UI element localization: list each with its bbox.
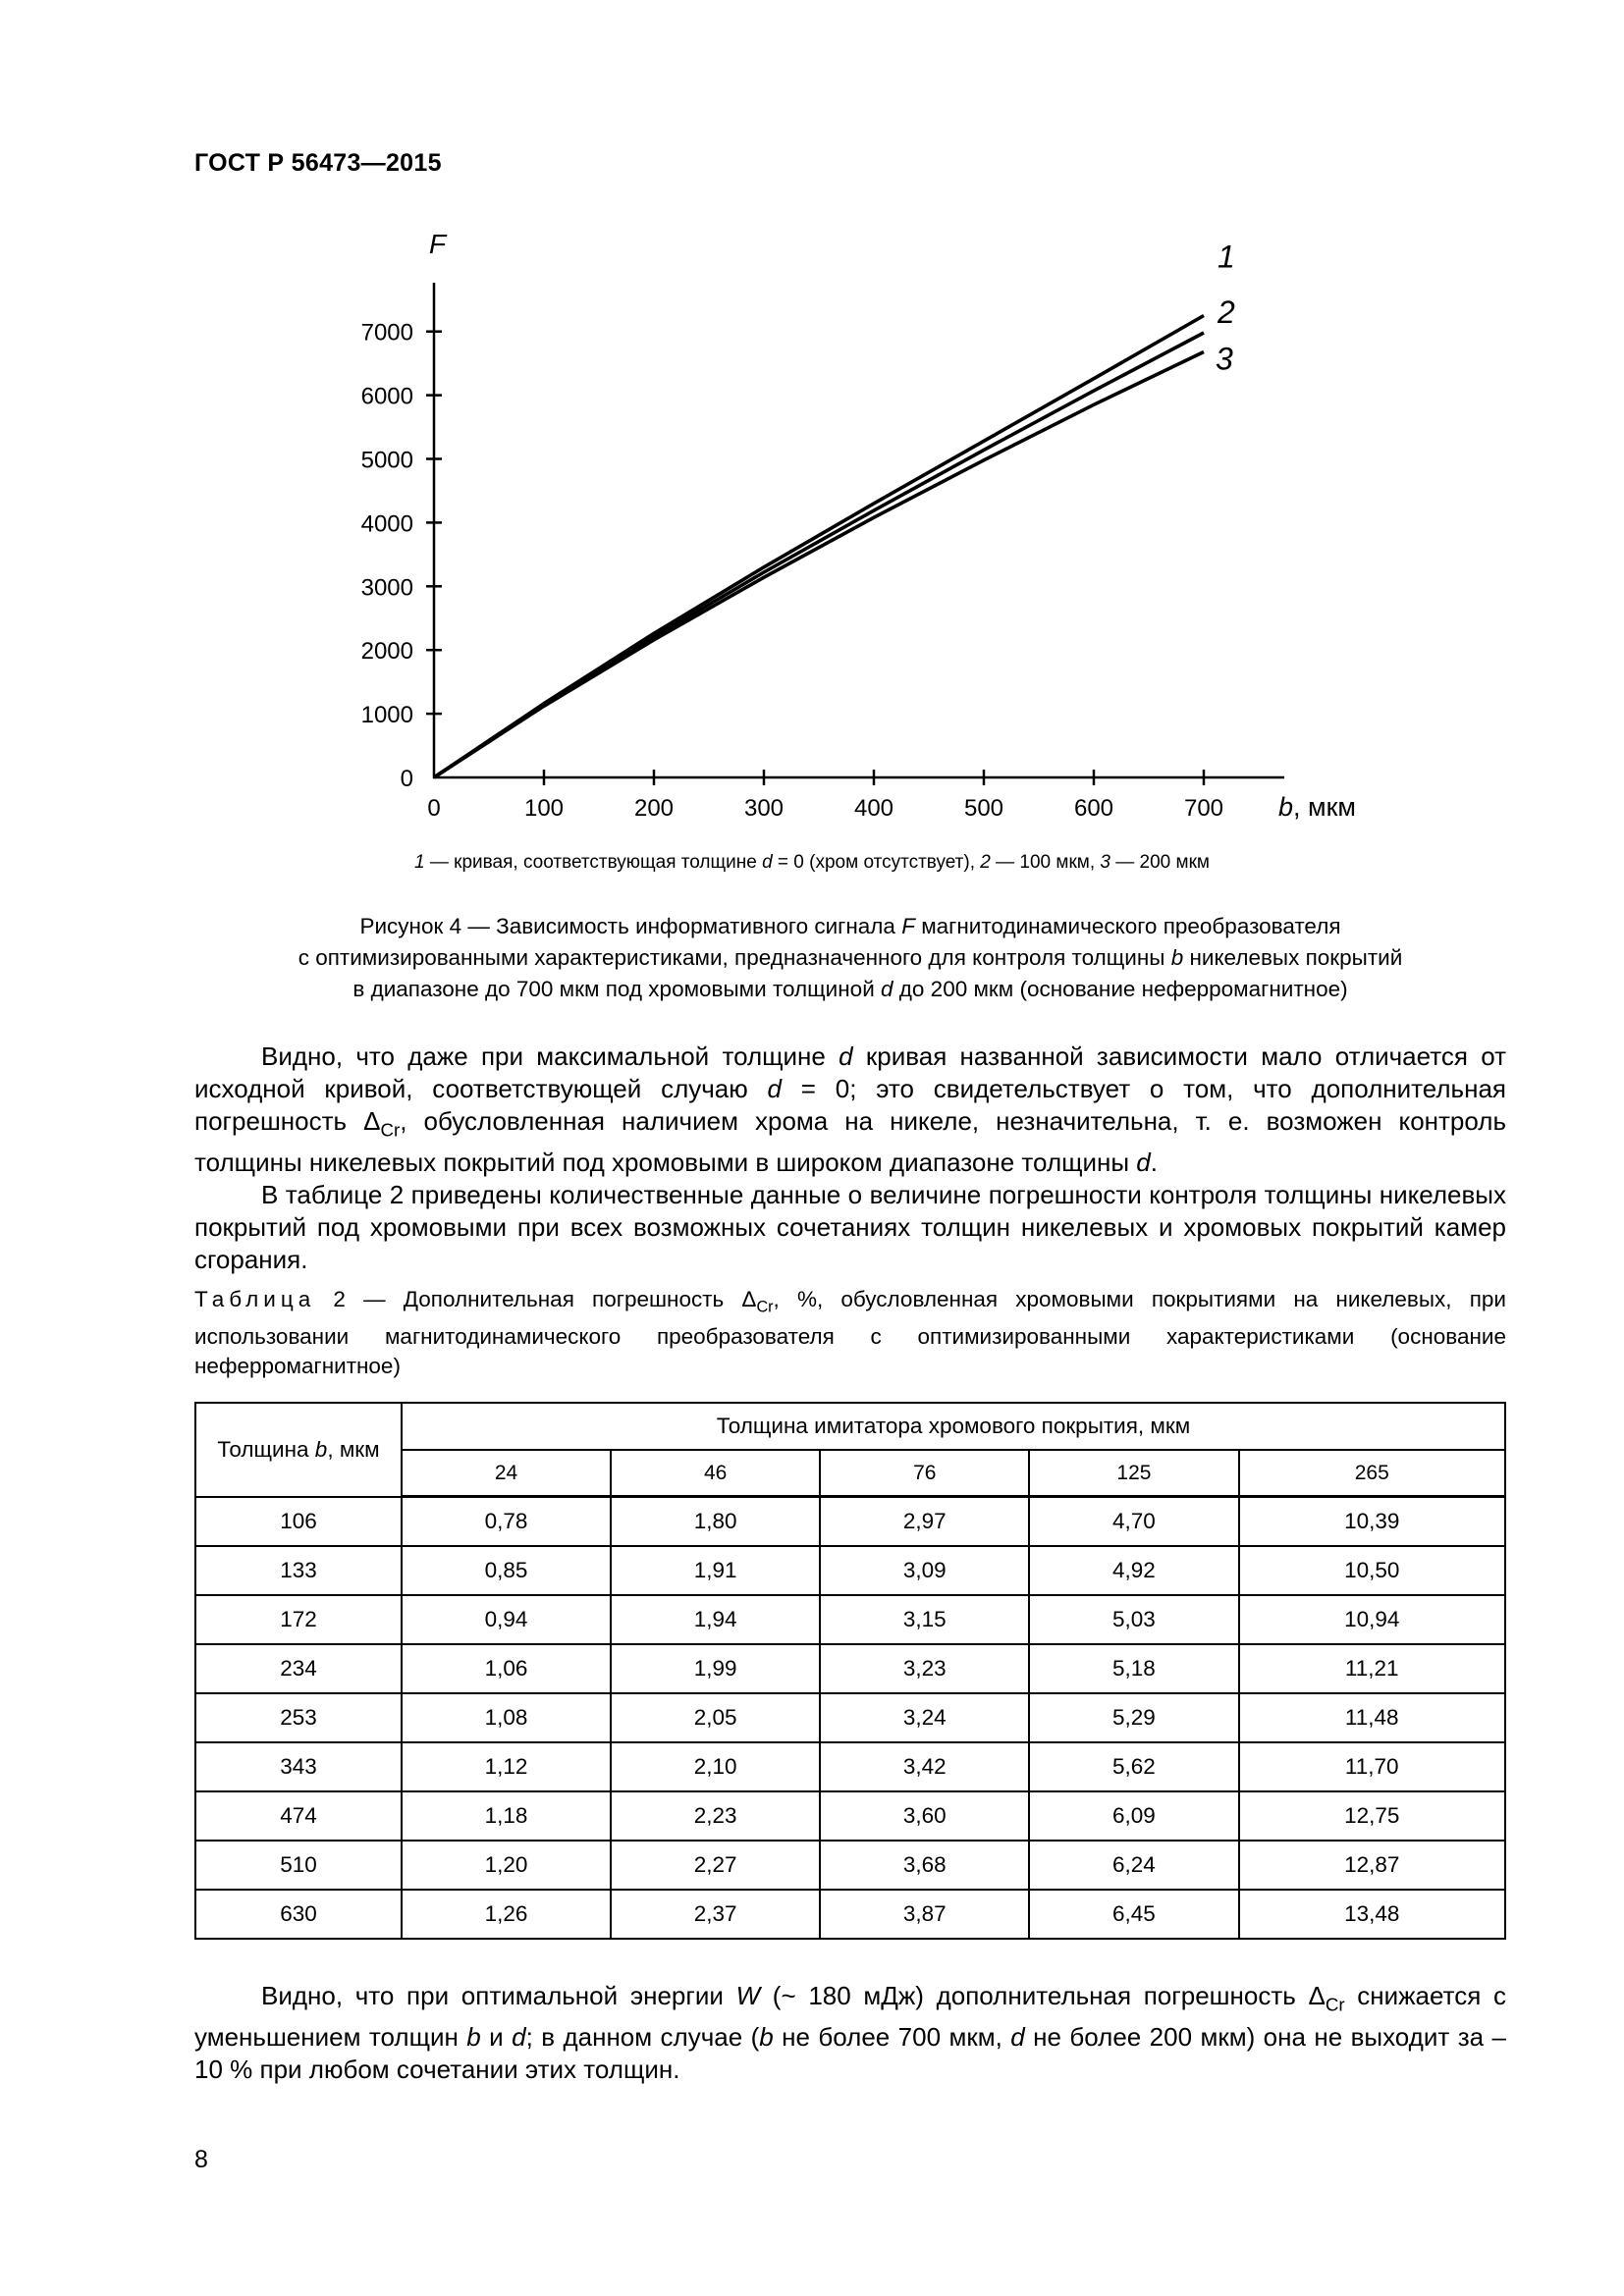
value-cell: 1,08 [402, 1693, 611, 1742]
table-caption: Таблица 2 — Дополнительная погрешность $\Delta_{Cr}$, %, обусловленная хромовыми покрытиями на никелевых, при использовании магнитодинамического преобразователя с оптимизированными характеристиками (основание неферромагнитное) [194, 1287, 1506, 1378]
col-header: 46 [611, 1450, 820, 1497]
row-thickness-cell: 253 [195, 1693, 402, 1742]
curve-2 [434, 333, 1204, 777]
value-cell: 10,39 [1239, 1497, 1506, 1547]
value-cell: 4,70 [1029, 1497, 1238, 1547]
value-cell: 3,23 [820, 1644, 1029, 1693]
value-cell: 1,20 [402, 1841, 611, 1890]
y-tick-label: 2000 [360, 638, 413, 666]
y-axis-label: F [429, 229, 447, 259]
legend-curve-3-key: 3 [1100, 852, 1110, 873]
figure-legend: 1 — кривая, соответствующая толщине d = 0 (хром отсутствует), 2 — 100 мкм, 3 — 200 мкм [414, 852, 1210, 873]
value-cell: 1,26 [402, 1890, 611, 1939]
chart-ticks [361, 320, 1223, 822]
chart-series [434, 239, 1235, 777]
table-row [195, 1546, 1505, 1595]
row-thickness-cell: 172 [195, 1595, 402, 1644]
value-cell: 3,15 [820, 1595, 1029, 1644]
x-axis-label [1278, 792, 1356, 822]
value-cell: 3,60 [820, 1791, 1029, 1841]
error-table [194, 1402, 1506, 1940]
y-tick-label: 4000 [360, 510, 413, 538]
x-tick-label: 200 [633, 795, 675, 822]
x-tick-label: 300 [743, 795, 785, 822]
table-row [195, 1890, 1505, 1939]
curve-label-1: 1 [1218, 239, 1235, 275]
value-cell: 2,05 [611, 1693, 820, 1742]
document-header: ГОСТ Р 56473—2015 [194, 149, 442, 177]
paragraph-1: Видно, что даже при максимальной толщине d кривая названной зависимости мало отличается от исходной кривой, соответствующей случаю d = 0; это свидетельствует о том, что дополнительная погрешность $\Delta_{Cr}$, обусловленная наличием хрома на никеле, незначительна, т. е. возможен контроль толщины никелевых покрытий под хромовыми в широком диапазоне толщины d. [194, 1041, 1506, 1177]
value-cell: 1,80 [611, 1497, 820, 1547]
y-tick-label: 5000 [360, 447, 413, 474]
y-tick-label: 7000 [360, 319, 413, 347]
x-tick-label: 600 [1073, 795, 1114, 822]
y-tick-label: 1000 [360, 702, 413, 729]
table-row [195, 1497, 1505, 1547]
paragraph-3: Видно, что при оптимальной энергии W (~ 180 мДж) дополнительная погрешность $\Delta_{Cr}$ снижается с уменьшением толщин b и d; в данном случае (b не более 700 мкм, d не более 200 мкм) она не выходит за – 10 % при любом сочетании этих толщин. [194, 1981, 1506, 2084]
value-cell: 12,75 [1239, 1791, 1506, 1841]
col-group-chrome: Толщина имитатора хромового покрытия, мкм [402, 1403, 1505, 1450]
x-tick-label: 0 [427, 795, 441, 822]
col-header: 265 [1239, 1450, 1506, 1497]
col-header: 76 [820, 1450, 1029, 1497]
legend-curve-1-key: 1 [414, 852, 425, 873]
curve-label-2: 2 [1218, 294, 1235, 330]
y-tick-label: 0 [400, 766, 413, 792]
value-cell: 5,03 [1029, 1595, 1238, 1644]
value-cell: 5,62 [1029, 1742, 1238, 1791]
x-tick-label: 700 [1183, 795, 1224, 822]
x-tick-label: 500 [963, 795, 1004, 822]
row-thickness-cell: 343 [195, 1742, 402, 1791]
value-cell: 0,85 [402, 1546, 611, 1595]
curve-label-3: 3 [1216, 341, 1233, 377]
value-cell: 6,45 [1029, 1890, 1238, 1939]
table-row [195, 1644, 1505, 1693]
value-cell: 2,37 [611, 1890, 820, 1939]
x-axis-label-text: b, мкм [1278, 792, 1356, 822]
value-cell: 13,48 [1239, 1890, 1506, 1939]
value-cell: 4,92 [1029, 1546, 1238, 1595]
value-cell: 2,27 [611, 1841, 820, 1890]
value-cell: 10,94 [1239, 1595, 1506, 1644]
table-row [195, 1791, 1505, 1841]
row-thickness-cell: 510 [195, 1841, 402, 1890]
curve-3 [434, 352, 1204, 778]
y-tick-label: 6000 [360, 383, 413, 410]
value-cell: 11,70 [1239, 1742, 1506, 1791]
value-cell: 3,42 [820, 1742, 1029, 1791]
value-cell: 11,48 [1239, 1693, 1506, 1742]
value-cell: 1,12 [402, 1742, 611, 1791]
row-thickness-cell: 234 [195, 1644, 402, 1693]
value-cell: 10,50 [1239, 1546, 1506, 1595]
value-cell: 1,91 [611, 1546, 820, 1595]
closing-text [194, 1980, 1506, 2086]
page-number: 8 [194, 2146, 208, 2173]
row-thickness-cell: 106 [195, 1497, 402, 1547]
table-row [195, 1693, 1505, 1742]
col-thickness-b: Толщина b, мкм [195, 1403, 402, 1497]
value-cell: 12,87 [1239, 1841, 1506, 1890]
body-text [194, 1041, 1506, 1276]
row-thickness-cell: 474 [195, 1791, 402, 1841]
value-cell: 3,24 [820, 1693, 1029, 1742]
row-thickness-cell: 133 [195, 1546, 402, 1595]
x-tick-label: 100 [523, 795, 565, 822]
paragraph-2: В таблице 2 приведены количественные данные о величине погрешности контроля толщины никелевых покрытий под хромовыми при всех возможных сочетаниях толщин никелевых и хромовых покрытий камер сгорания. [194, 1179, 1506, 1274]
value-cell: 3,68 [820, 1841, 1029, 1890]
legend-curve-2-key: 2 [980, 852, 991, 873]
value-cell: 1,06 [402, 1644, 611, 1693]
table-row [195, 1595, 1505, 1644]
x-tick-label: 400 [853, 795, 894, 822]
value-cell: 1,18 [402, 1791, 611, 1841]
col-header: 24 [402, 1450, 611, 1497]
value-cell: 1,99 [611, 1644, 820, 1693]
value-cell: 2,10 [611, 1742, 820, 1791]
value-cell: 0,78 [402, 1497, 611, 1547]
value-cell: 11,21 [1239, 1644, 1506, 1693]
table-row [195, 1841, 1505, 1890]
value-cell: 3,09 [820, 1546, 1029, 1595]
y-tick-label: 3000 [360, 574, 413, 602]
value-cell: 2,97 [820, 1497, 1029, 1547]
figure-4-chart [295, 221, 1375, 839]
value-cell: 0,94 [402, 1595, 611, 1644]
col-header: 125 [1029, 1450, 1238, 1497]
value-cell: 6,24 [1029, 1841, 1238, 1890]
value-cell: 5,29 [1029, 1693, 1238, 1742]
value-cell: 5,18 [1029, 1644, 1238, 1693]
row-thickness-cell: 630 [195, 1890, 402, 1939]
value-cell: 6,09 [1029, 1791, 1238, 1841]
value-cell: 1,94 [611, 1595, 820, 1644]
figure-caption: Рисунок 4 — Зависимость информативного сигнала F магнитодинамического преобразователя с оптимизированными характеристиками, предназначенного для контроля толщины b никелевых покрытий в диапазоне до 700 мкм под хромовыми толщиной d до 200 мкм (основание неферромагнитное) [298, 914, 1403, 1001]
value-cell: 3,87 [820, 1890, 1029, 1939]
table-row [195, 1742, 1505, 1791]
value-cell: 2,23 [611, 1791, 820, 1841]
